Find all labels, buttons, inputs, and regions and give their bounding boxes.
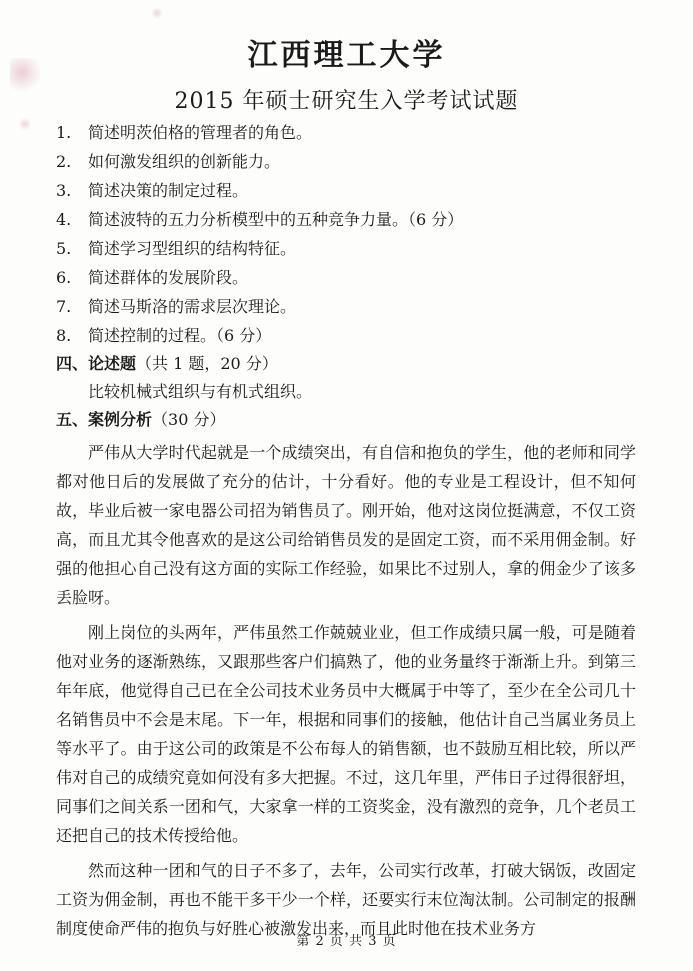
case-paragraph: 然而这种一团和气的日子不多了，去年，公司实行改革，打破大锅饭，改固定工资为佣金制，再也不能干多干少一个样，还要实行末位淘汰制。公司制定的报酬制度使命严伟的抱负与好胜心被激发出来，而且此时他在技术业务方 (56, 861, 636, 938)
question-item (56, 292, 636, 321)
case-paragraph: 严伟从大学时代起就是一个成绩突出，有自信和抱负的学生，他的老师和同学都对他日后的发展做了充分的估计，十分看好。他的专业是工程设计，但不知何故，毕业后被一家电器公司招为销售员了。刚开始，他对这岗位挺满意，不仅工资高，而且尤其令他喜欢的是这公司给销售员发的是固定工资，而不采用佣金制。好强的他担心自己没有这方面的实际工作经验，如果比不过别人，拿的佣金少了该多丢脸呀。 (56, 443, 636, 607)
question-item (56, 118, 636, 147)
question-item (56, 263, 636, 292)
section-heading: 四、论述题 (56, 354, 137, 373)
section-case-heading (56, 406, 636, 434)
question-number: 3. (56, 181, 72, 200)
question-number: 2. (56, 152, 72, 171)
question-text: 简述马斯洛的需求层次理论。 (88, 297, 297, 316)
stain-mark-top (150, 8, 164, 18)
section-essay-heading (56, 350, 636, 378)
question-text: 简述决策的制定过程。 (88, 181, 249, 200)
question-number: 5. (56, 239, 72, 258)
question-number: 7. (56, 297, 72, 316)
section-meta: （30 分） (152, 410, 226, 429)
exam-content (56, 118, 636, 943)
question-item (56, 234, 636, 263)
question-item (56, 176, 636, 205)
question-number: 4. (56, 210, 72, 229)
case-paragraph: 刚上岗位的头两年，严伟虽然工作兢兢业业，但工作成绩只属一般，可是随着他对业务的逐渐熟练，又跟那些客户们搞熟了，他的业务量终于渐渐上升。到第三年年底，他觉得自己已在全公司技术业务员中大概属于中等了，至少在全公司几十名销售员中不会是末尾。下一年，根据和同事们的接触，他估计自己当属业务员上等水平了。由于这公司的政策是不公布每人的销售额，也不鼓励互相比较，所以严伟对自己的成绩究竟如何没有多大把握。不过，这几年里，严伟日子过得很舒坦，同事们之间关系一团和气，大家拿一样的工资奖金，没有激烈的竞争，几个老员工还把自己的技术传授给他。 (56, 623, 636, 845)
question-text: 简述波特的五力分析模型中的五种竞争力量。（6 分） (88, 210, 464, 229)
essay-question: 比较机械式组织与有机式组织。 (88, 382, 313, 401)
stain-mark-small (18, 118, 32, 130)
exam-title: 2015 年硕士研究生入学考试试题 (174, 89, 519, 114)
question-text: 简述明茨伯格的管理者的角色。 (88, 123, 313, 142)
university-title: 江西理工大学 (247, 38, 446, 73)
question-text: 简述群体的发展阶段。 (88, 268, 249, 287)
question-item (56, 147, 636, 176)
question-item (56, 321, 636, 350)
question-text: 简述学习型组织的结构特征。 (88, 239, 297, 258)
question-item (56, 205, 636, 234)
question-number: 1. (56, 123, 72, 142)
question-text: 如何激发组织的创新能力。 (88, 152, 281, 171)
question-number: 6. (56, 268, 72, 287)
question-number: 8. (56, 326, 72, 345)
section-meta: （共 1 题，20 分） (136, 354, 278, 373)
question-text: 简述控制的过程。（6 分） (88, 326, 272, 345)
page-footer: 第 2 页 共 3 页 (296, 934, 397, 949)
section-heading: 五、案例分析 (56, 410, 153, 429)
